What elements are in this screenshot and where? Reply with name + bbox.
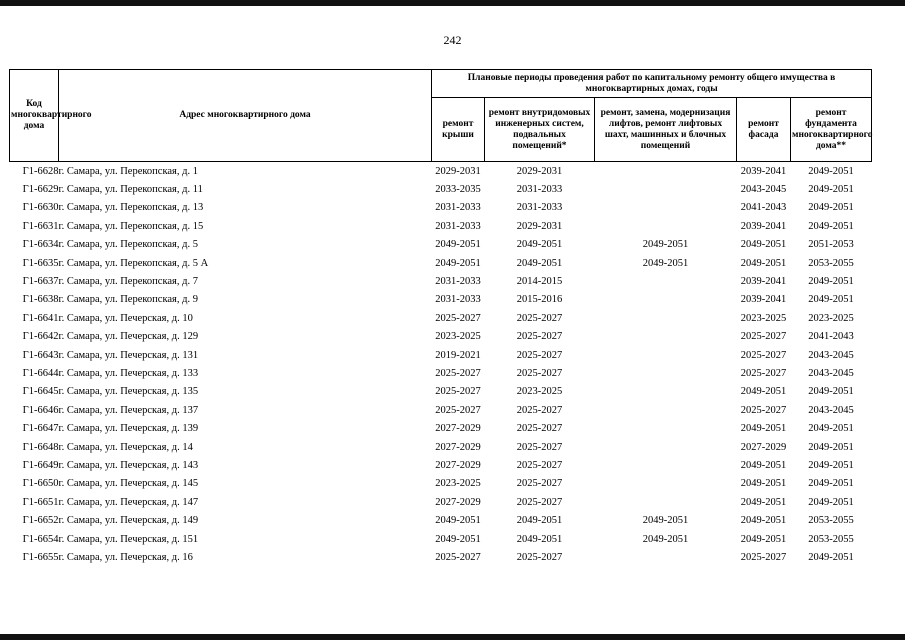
- row-elevator-period: 2049-2051: [642, 533, 689, 545]
- bottom-border: [0, 634, 905, 640]
- row-engineering-period: 2014-2015: [516, 276, 563, 288]
- row-elevator-period: [595, 548, 737, 566]
- row-facade-period: 2025-2027: [740, 349, 787, 361]
- header-elevators: ремонт, замена, модернизация лифтов, ремонт лифтовых шахт, машинных и блочных помещений: [595, 98, 737, 162]
- table-row: [10, 438, 872, 456]
- row-elevator-period: [595, 475, 737, 493]
- table-row: [10, 291, 872, 309]
- row-address: г. Самара, ул. Печерская, д. 147: [58, 496, 199, 508]
- row-code: Г1-6645: [22, 386, 59, 398]
- row-elevator-period: [595, 199, 737, 217]
- row-code: Г1-6631: [22, 220, 59, 232]
- table-row: [10, 511, 872, 529]
- row-facade-period: 2049-2051: [740, 496, 787, 508]
- row-roof-period: 2027-2029: [435, 441, 481, 453]
- row-code: Г1-6647: [22, 423, 59, 435]
- row-foundation-period: 2053-2055: [808, 515, 854, 527]
- header-code: Код многоквартирного дома: [10, 70, 59, 162]
- table-row: [10, 272, 872, 290]
- table-row: [10, 475, 872, 493]
- row-roof-period: 2031-2033: [435, 202, 481, 214]
- row-elevator-period: [595, 309, 737, 327]
- row-foundation-period: 2043-2045: [808, 404, 854, 416]
- row-roof-period: 2023-2025: [435, 478, 481, 490]
- row-roof-period: 2049-2051: [435, 533, 481, 545]
- row-engineering-period: 2049-2051: [516, 257, 563, 269]
- row-elevator-period: [595, 419, 737, 437]
- row-foundation-period: 2049-2051: [808, 220, 854, 232]
- row-roof-period: 2025-2027: [435, 551, 481, 563]
- row-address: г. Самара, ул. Перекопская, д. 13: [58, 202, 204, 214]
- repair-schedule-table: [9, 69, 872, 567]
- row-facade-period: 2025-2027: [740, 331, 787, 343]
- row-code: Г1-6654: [22, 533, 59, 545]
- row-facade-period: 2049-2051: [740, 257, 787, 269]
- row-address: г. Самара, ул. Печерская, д. 129: [58, 331, 199, 343]
- row-elevator-period: [595, 291, 737, 309]
- row-foundation-period: 2023-2025: [808, 312, 854, 324]
- row-engineering-period: 2025-2027: [516, 423, 563, 435]
- table-row: [10, 328, 872, 346]
- row-engineering-period: 2025-2027: [516, 478, 563, 490]
- row-address: г. Самара, ул. Печерская, д. 143: [58, 459, 199, 471]
- row-roof-period: 2027-2029: [435, 423, 481, 435]
- row-elevator-period: [595, 328, 737, 346]
- row-elevator-period: [595, 217, 737, 235]
- row-elevator-period: 2049-2051: [642, 515, 689, 527]
- row-address: г. Самара, ул. Перекопская, д. 9: [58, 294, 198, 306]
- row-engineering-period: 2049-2051: [516, 533, 563, 545]
- row-roof-period: 2025-2027: [435, 386, 481, 398]
- row-code: Г1-6629: [22, 184, 59, 196]
- header-planned-periods: Плановые периоды проведения работ по капитальному ремонту общего имущества в многоквартирных домах, годы: [432, 70, 872, 98]
- row-address: г. Самара, ул. Перекопская, д. 11: [58, 184, 203, 196]
- row-engineering-period: 2025-2027: [516, 441, 563, 453]
- row-facade-period: 2041-2043: [740, 202, 787, 214]
- table-row: [10, 309, 872, 327]
- table-row: [10, 401, 872, 419]
- row-roof-period: 2019-2021: [435, 349, 481, 361]
- row-foundation-period: 2041-2043: [808, 331, 854, 343]
- row-roof-period: 2029-2031: [435, 165, 481, 177]
- row-facade-period: 2049-2051: [740, 239, 787, 251]
- row-facade-period: 2025-2027: [740, 551, 787, 563]
- row-code: Г1-6638: [22, 294, 59, 306]
- row-code: Г1-6652: [22, 515, 59, 527]
- row-code: Г1-6630: [22, 202, 59, 214]
- row-facade-period: 2025-2027: [740, 404, 787, 416]
- row-address: г. Самара, ул. Печерская, д. 151: [58, 533, 199, 545]
- table-row: [10, 180, 872, 198]
- row-foundation-period: 2049-2051: [808, 276, 854, 288]
- header-address: Адрес многоквартирного дома: [59, 70, 432, 162]
- row-address: г. Самара, ул. Печерская, д. 133: [58, 367, 199, 379]
- row-address: г. Самара, ул. Печерская, д. 16: [58, 551, 193, 563]
- row-engineering-period: 2029-2031: [516, 220, 563, 232]
- row-roof-period: 2031-2033: [435, 294, 481, 306]
- row-foundation-period: 2043-2045: [808, 349, 854, 361]
- row-roof-period: 2031-2033: [435, 220, 481, 232]
- row-roof-period: 2033-2035: [435, 184, 481, 196]
- row-facade-period: 2023-2025: [740, 312, 787, 324]
- row-foundation-period: 2049-2051: [808, 386, 854, 398]
- row-elevator-period: [595, 272, 737, 290]
- table-row: [10, 217, 872, 235]
- table-row: [10, 548, 872, 566]
- row-foundation-period: 2049-2051: [808, 202, 854, 214]
- row-code: Г1-6641: [22, 312, 59, 324]
- row-address: г. Самара, ул. Перекопская, д. 5: [58, 239, 198, 251]
- row-engineering-period: 2025-2027: [516, 404, 563, 416]
- row-facade-period: 2039-2041: [740, 220, 787, 232]
- table-row: [10, 364, 872, 382]
- row-foundation-period: 2051-2053: [808, 239, 854, 251]
- row-roof-period: 2049-2051: [435, 515, 481, 527]
- row-engineering-period: 2049-2051: [516, 239, 563, 251]
- row-engineering-period: 2025-2027: [516, 312, 563, 324]
- row-elevator-period: 2049-2051: [642, 239, 689, 251]
- row-engineering-period: 2049-2051: [516, 515, 563, 527]
- row-engineering-period: 2015-2016: [516, 294, 563, 306]
- row-code: Г1-6643: [22, 349, 59, 361]
- row-facade-period: 2049-2051: [740, 515, 787, 527]
- row-code: Г1-6655: [22, 551, 59, 563]
- row-code: Г1-6628: [22, 165, 59, 177]
- row-foundation-period: 2049-2051: [808, 496, 854, 508]
- row-foundation-period: 2049-2051: [808, 551, 854, 563]
- table-body: [10, 162, 872, 567]
- row-code: Г1-6635: [22, 257, 59, 269]
- row-roof-period: 2027-2029: [435, 496, 481, 508]
- table-row: [10, 236, 872, 254]
- row-facade-period: 2039-2041: [740, 165, 787, 177]
- table-row: [10, 456, 872, 474]
- row-foundation-period: 2049-2051: [808, 165, 854, 177]
- row-foundation-period: 2049-2051: [808, 423, 854, 435]
- row-engineering-period: 2031-2033: [516, 184, 563, 196]
- row-elevator-period: [595, 493, 737, 511]
- row-address: г. Самара, ул. Печерская, д. 14: [58, 441, 193, 453]
- page-number: 242: [443, 33, 462, 47]
- row-roof-period: 2049-2051: [435, 239, 481, 251]
- table-row: [10, 346, 872, 364]
- row-facade-period: 2025-2027: [740, 367, 787, 379]
- row-elevator-period: 2049-2051: [642, 257, 689, 269]
- row-address: г. Самара, ул. Перекопская, д. 15: [58, 220, 204, 232]
- row-roof-period: 2025-2027: [435, 404, 481, 416]
- row-engineering-period: 2025-2027: [516, 496, 563, 508]
- row-code: Г1-6648: [22, 441, 59, 453]
- row-facade-period: 2049-2051: [740, 478, 787, 490]
- row-roof-period: 2027-2029: [435, 459, 481, 471]
- row-address: г. Самара, ул. Печерская, д. 145: [58, 478, 199, 490]
- row-elevator-period: [595, 401, 737, 419]
- row-code: Г1-6646: [22, 404, 59, 416]
- table-row: [10, 493, 872, 511]
- row-address: г. Самара, ул. Печерская, д. 139: [58, 423, 199, 435]
- row-facade-period: 2027-2029: [740, 441, 787, 453]
- row-address: г. Самара, ул. Печерская, д. 10: [58, 312, 193, 324]
- row-address: г. Самара, ул. Перекопская, д. 7: [58, 276, 198, 288]
- row-elevator-period: [595, 438, 737, 456]
- row-engineering-period: 2025-2027: [516, 551, 563, 563]
- row-foundation-period: 2049-2051: [808, 441, 854, 453]
- row-address: г. Самара, ул. Перекопская, д. 5 А: [58, 257, 209, 269]
- row-engineering-period: 2023-2025: [516, 386, 563, 398]
- row-roof-period: 2023-2025: [435, 331, 481, 343]
- row-facade-period: 2049-2051: [740, 459, 787, 471]
- row-facade-period: 2049-2051: [740, 386, 787, 398]
- row-facade-period: 2043-2045: [740, 184, 787, 196]
- row-engineering-period: 2025-2027: [516, 367, 563, 379]
- row-elevator-period: [595, 180, 737, 198]
- row-elevator-period: [595, 456, 737, 474]
- row-code: Г1-6642: [22, 331, 59, 343]
- row-elevator-period: [595, 383, 737, 401]
- row-facade-period: 2049-2051: [740, 423, 787, 435]
- row-foundation-period: 2049-2051: [808, 459, 854, 471]
- row-facade-period: 2049-2051: [740, 533, 787, 545]
- row-code: Г1-6650: [22, 478, 59, 490]
- row-address: г. Самара, ул. Печерская, д. 149: [58, 515, 199, 527]
- row-foundation-period: 2049-2051: [808, 184, 854, 196]
- table-row: [10, 254, 872, 272]
- row-foundation-period: 2053-2055: [808, 257, 854, 269]
- row-engineering-period: 2025-2027: [516, 459, 563, 471]
- row-address: г. Самара, ул. Печерская, д. 135: [58, 386, 199, 398]
- row-engineering-period: 2025-2027: [516, 331, 563, 343]
- row-address: г. Самара, ул. Печерская, д. 137: [58, 404, 199, 416]
- table-row: [10, 419, 872, 437]
- row-foundation-period: 2043-2045: [808, 367, 854, 379]
- table-row: [10, 530, 872, 548]
- table-row: [10, 383, 872, 401]
- header-foundation: ремонт фундамента многоквартирного дома**: [791, 98, 872, 162]
- top-border: [0, 0, 905, 6]
- header-facade: ремонт фасада: [737, 98, 791, 162]
- row-address: г. Самара, ул. Печерская, д. 131: [58, 349, 199, 361]
- row-roof-period: 2049-2051: [435, 257, 481, 269]
- header-engineering: ремонт внутридомовых инженерных систем, подвальных помещений*: [485, 98, 595, 162]
- table-row: [10, 199, 872, 217]
- row-engineering-period: 2031-2033: [516, 202, 563, 214]
- row-roof-period: 2025-2027: [435, 367, 481, 379]
- row-roof-period: 2031-2033: [435, 276, 481, 288]
- row-foundation-period: 2053-2055: [808, 533, 854, 545]
- row-elevator-period: [595, 346, 737, 364]
- row-code: Г1-6637: [22, 276, 59, 288]
- row-engineering-period: 2025-2027: [516, 349, 563, 361]
- row-engineering-period: 2029-2031: [516, 165, 563, 177]
- row-code: Г1-6644: [22, 367, 59, 379]
- row-code: Г1-6651: [22, 496, 59, 508]
- row-facade-period: 2039-2041: [740, 294, 787, 306]
- row-roof-period: 2025-2027: [435, 312, 481, 324]
- row-elevator-period: [595, 364, 737, 382]
- header-roof: ремонт крыши: [432, 98, 485, 162]
- row-elevator-period: [595, 162, 737, 181]
- table-row: [10, 162, 872, 181]
- row-address: г. Самара, ул. Перекопская, д. 1: [58, 165, 198, 177]
- row-facade-period: 2039-2041: [740, 276, 787, 288]
- row-code: Г1-6649: [22, 459, 59, 471]
- row-foundation-period: 2049-2051: [808, 294, 854, 306]
- row-foundation-period: 2049-2051: [808, 478, 854, 490]
- row-code: Г1-6634: [22, 239, 59, 251]
